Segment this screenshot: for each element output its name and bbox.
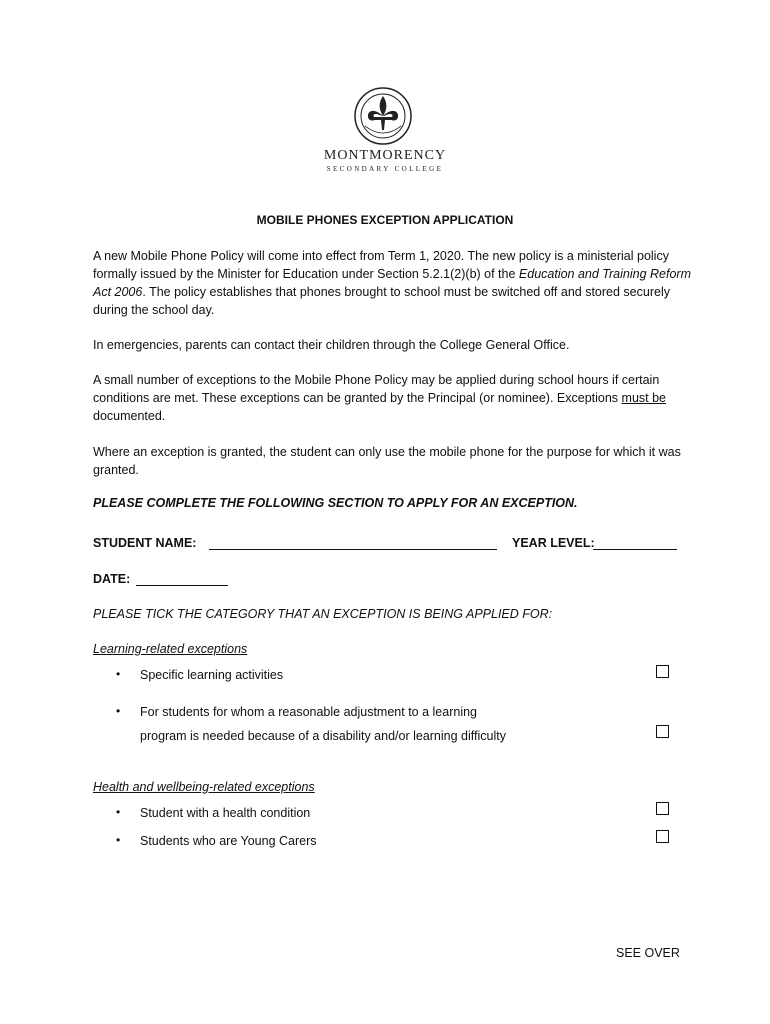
list-item: Specific learning activities <box>140 668 284 682</box>
student-name-label: STUDENT NAME: <box>93 536 197 550</box>
document-title: MOBILE PHONES EXCEPTION APPLICATION <box>256 213 514 227</box>
see-over-text: SEE OVER <box>616 946 680 960</box>
list-item-continuation: program is needed because of a disability and/or learning difficulty <box>140 729 506 743</box>
intro-paragraph-2: In emergencies, parents can contact their children through the College General Office. <box>93 338 570 352</box>
date-label: DATE: <box>93 572 131 586</box>
bullet-icon: • <box>116 704 121 718</box>
list-item: Student with a health condition <box>140 806 311 820</box>
college-logo <box>353 86 413 146</box>
instruction-text: PLEASE COMPLETE THE FOLLOWING SECTION TO APPLY FOR AN EXCEPTION. <box>93 496 578 510</box>
checkbox-reasonable-adjustment[interactable] <box>656 725 669 738</box>
checkbox-specific-learning[interactable] <box>656 665 669 678</box>
bullet-icon: • <box>116 667 121 681</box>
checkbox-young-carers[interactable] <box>656 830 669 843</box>
intro-paragraph-3: A small number of exceptions to the Mobile Phone Policy may be applied during school hours if certain conditions are met. These exceptions can be granted by the Principal (or nominee). Exceptions must be documented. <box>93 373 667 423</box>
year-level-field[interactable] <box>593 537 677 550</box>
bullet-icon: • <box>116 833 121 847</box>
health-section-heading: Health and wellbeing-related exceptions <box>93 780 315 794</box>
checkbox-health-condition[interactable] <box>656 802 669 815</box>
date-field[interactable] <box>136 573 228 586</box>
bullet-icon: • <box>116 805 121 819</box>
category-prompt: PLEASE TICK THE CATEGORY THAT AN EXCEPTION IS BEING APPLIED FOR: <box>93 607 553 621</box>
intro-paragraph-4: Where an exception is granted, the student can only use the mobile phone for the purpose for which it was granted. <box>93 445 681 477</box>
year-level-label: YEAR LEVEL: <box>512 536 595 550</box>
list-item: For students for whom a reasonable adjustment to a learning <box>140 705 477 719</box>
college-name: MONTMORENCY <box>323 148 447 163</box>
fleur-de-lis-seal-icon <box>353 86 413 146</box>
learning-section-heading: Learning-related exceptions <box>93 642 248 656</box>
college-subtitle: SECONDARY COLLEGE <box>326 165 444 173</box>
list-item: Students who are Young Carers <box>140 834 317 848</box>
student-name-field[interactable] <box>209 537 497 550</box>
intro-paragraph-1: A new Mobile Phone Policy will come into effect from Term 1, 2020. The new policy is a ministerial policy formally issued by the Minister for Education under Section 5.2.1(2)(b) of the Education and Training Reform Act 2006. The policy establishes that phones brought to school must be switched off and stored securely during the school day. <box>93 249 691 317</box>
